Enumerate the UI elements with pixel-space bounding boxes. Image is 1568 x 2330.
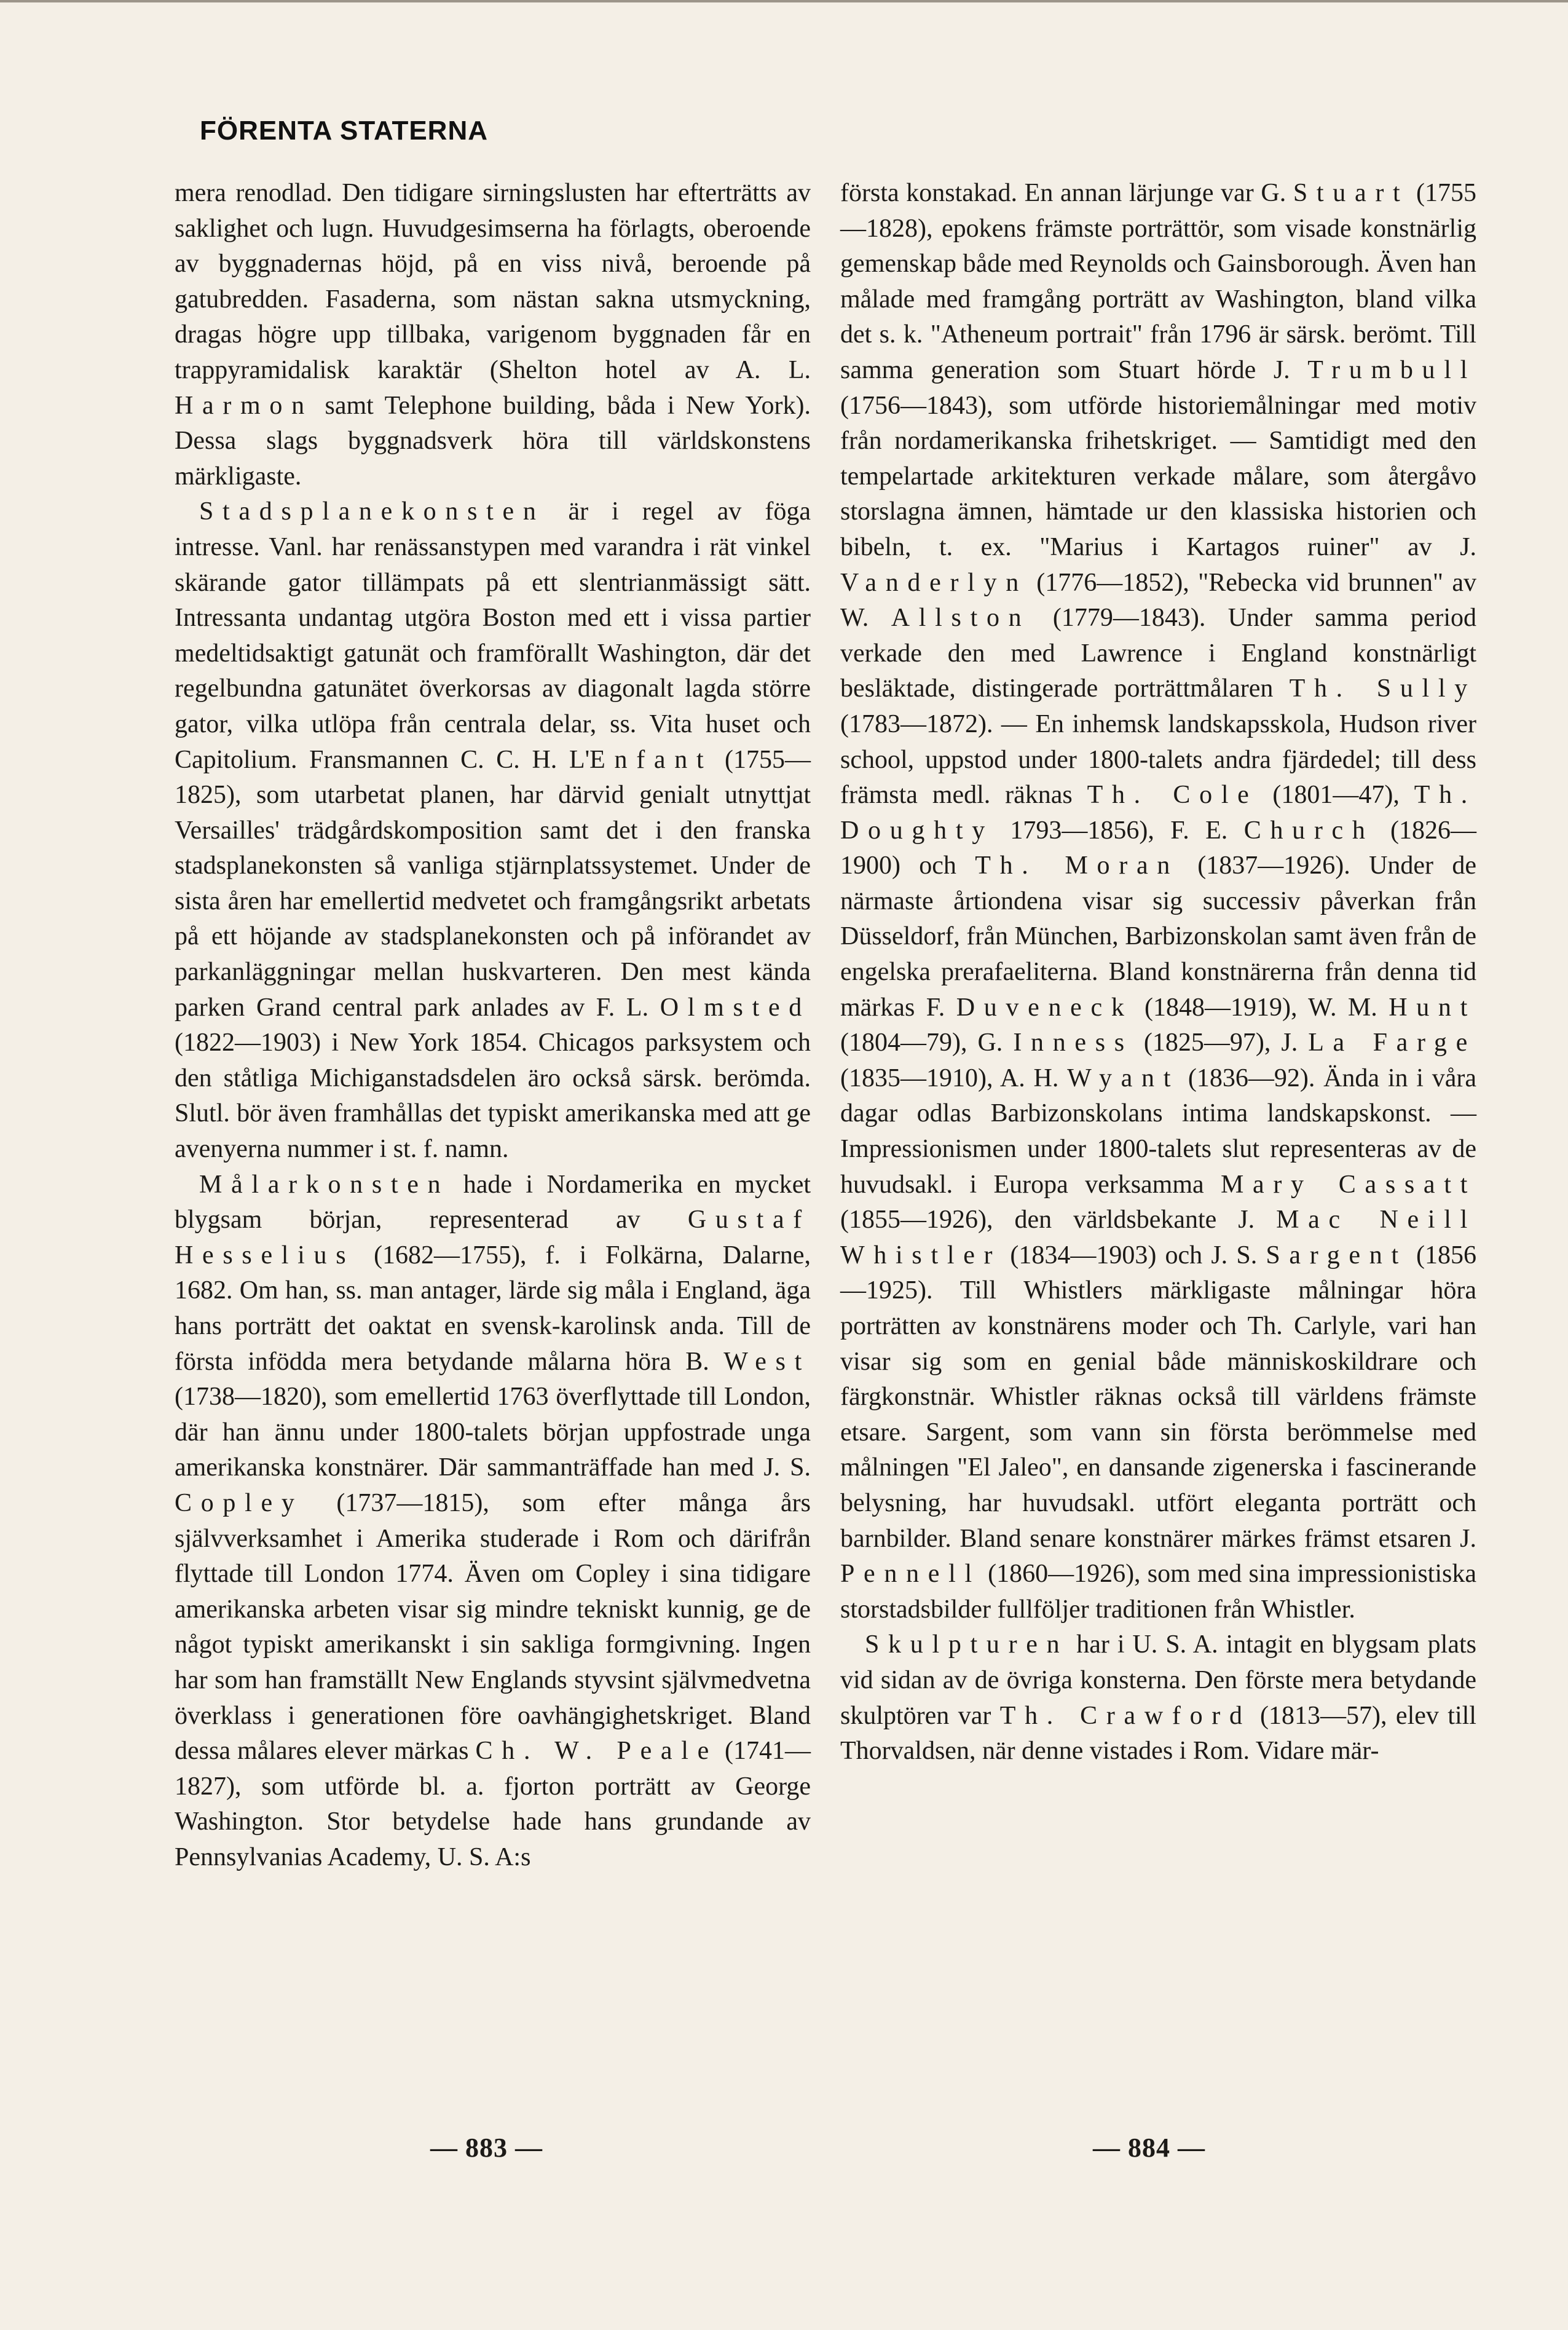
spaced-name: Målarkonsten bbox=[199, 1170, 450, 1199]
text-run: (1813—57), elev till Thorvaldsen, när denne vistades i Rom. Vidare mär- bbox=[840, 1701, 1476, 1766]
spaced-name: Harmon bbox=[175, 391, 313, 420]
text-run: (1738—1820), som emellertid 1763 överflyttade till London, där han ännu under 1800-talets början uppfostrade unga amerikanska konstnärer. Där sammanträffade han med J. S. bbox=[175, 1383, 811, 1482]
spaced-name: West bbox=[723, 1347, 811, 1376]
text-run: (1836—92). Ända in i våra dagar odlas Barbizonskolans intima landskapskonst. — Impressionismen under 1800-talets slut representeras av de huvudsakl. i Europa verksamma bbox=[840, 1064, 1476, 1199]
text-run: (1848—1919), W. M. bbox=[1133, 993, 1389, 1022]
spaced-name: Olmsted bbox=[660, 993, 811, 1022]
text-run: (1822—1903) i New York 1854. Chicagos parksystem och den ståtliga Michiganstadsdelen äro också särsk. berömda. Slutl. bör även framhållas det typiskt amerikanska med att ge avenyerna nummer i st. f. namn. bbox=[175, 1029, 811, 1164]
spaced-name: Enfant bbox=[589, 745, 713, 774]
spaced-name: Stuart bbox=[1293, 179, 1409, 207]
paragraph bbox=[175, 176, 811, 494]
spaced-name: Th. Moran bbox=[975, 851, 1179, 880]
text-run: har i U. S. A. intagit en blygsam plats vid sidan av de övriga konsterna. Den förste mera betydande skulptören var bbox=[840, 1630, 1476, 1730]
spaced-name: Allston bbox=[891, 604, 1031, 633]
text-run: (1756—1843), som utförde historiemålningar med motiv från nordamerikanska frihetskriget. — Samtidigt med den tempelartade arkitekturen verkade målare, som återgåvo storslagna ämnen, hämtade ur den klassiska historien och bibeln, t. ex. "Marius i Kartagos ruiner" av J. bbox=[840, 391, 1476, 561]
text-run: (1755—1828), epokens främste porträttör, som visade konstnärlig gemenskap både med Reynolds och Gainsborough. Även han målade med framgång porträtt av Washington, bland vilka det s. k. "Atheneum portrait" från 1796 är särsk. berömt. Till samma generation som Stuart hörde J. bbox=[840, 179, 1476, 384]
paragraph bbox=[175, 494, 811, 1167]
spaced-name: Skulpturen bbox=[865, 1630, 1069, 1659]
spaced-name: Th. Doughty bbox=[840, 781, 1476, 845]
text-run: (1855—1926), den världsbekante J. bbox=[840, 1206, 1277, 1234]
spaced-name: Th. Cole bbox=[1087, 781, 1258, 810]
spaced-name: Stadsplanekonsten bbox=[199, 497, 545, 526]
spaced-name: Inness bbox=[1013, 1029, 1133, 1057]
page-number-right: — 884 — bbox=[1093, 2133, 1205, 2163]
text-run: (1755—1825), som utarbetat planen, har därvid genialt utnyttjat Versailles' trädgårdskomposition samt det i den franska stadsplanekonsten så vanliga stjärnplatssystemet. Under de sista åren har emellertid medvetet och framgångsrikt arbetats på ett höjande av stadsplanekonsten och på införandet av parkanläggningar mellan huskvarteren. Den mest kända parken Grand central park anlades av F. L. bbox=[175, 745, 811, 1022]
paragraph bbox=[840, 1627, 1476, 1769]
text-run: (1856—1925). Till Whistlers märkligaste målningar höra porträtten av konstnärens moder och Th. Carlyle, vari han visar sig som en genial både människoskildrare och färgkonstnär. Whistler räknas också till världens främste etsare. Sargent, som vann sin första berömmelse med målningen "El Jaleo", en dansande zigenerska i fascinerande belysning, har huvudsakl. utfört eleganta porträtt och barnbilder. Bland senare konstnärer märkes främst etsaren J. bbox=[840, 1241, 1476, 1553]
spaced-name: Duveneck bbox=[956, 993, 1133, 1022]
spaced-name: Mary Cassatt bbox=[1220, 1170, 1476, 1199]
text-run: (1779—1843). Under samma period verkade den med Lawrence i England konstnärligt besläktade, distingerade porträttmålaren bbox=[840, 604, 1476, 703]
spaced-name: Church bbox=[1243, 816, 1374, 845]
left-column bbox=[175, 176, 811, 1876]
spaced-name: La Farge bbox=[1308, 1029, 1476, 1057]
spaced-name: Th. Sully bbox=[1289, 674, 1476, 703]
spaced-name: Ch. W. Peale bbox=[475, 1737, 718, 1766]
paragraph bbox=[840, 176, 1476, 1627]
text-run: första konstakad. En annan lärjunge var G. bbox=[840, 179, 1293, 207]
text-run: (1741—1827), som utförde bl. a. fjorton porträtt av George Washington. Stor betydelse hade hans grundande av Pennsylvanias Academy, U. S. A:s bbox=[175, 1737, 811, 1871]
text-run: samt Telephone building, båda i New York). Dessa slags byggnadsverk höra till världskonstens märkligaste. bbox=[175, 391, 811, 491]
text-run: (1804—79), G. bbox=[840, 1029, 1014, 1057]
spaced-name: Wyant bbox=[1067, 1064, 1180, 1092]
text-run: (1776—1852), "Rebecka vid brunnen" av W. bbox=[840, 568, 1476, 633]
spaced-name: Pennell bbox=[840, 1560, 981, 1589]
text-run: (1783—1872). — En inhemsk landskapsskola, Hudson river school, uppstod under 1800-talets andra fjärdedel; till dess främsta medl. räknas bbox=[840, 709, 1476, 810]
spaced-name: Vanderlyn bbox=[840, 568, 1028, 597]
running-head: FÖRENTA STATERNA bbox=[200, 116, 488, 146]
text-run: (1834—1903) och J. S. bbox=[1001, 1241, 1266, 1270]
text-run: (1835—1910), A. H. bbox=[840, 1064, 1068, 1092]
text-run: (1825—97), J. bbox=[1133, 1029, 1309, 1057]
text-run: (1801—47), bbox=[1258, 781, 1414, 810]
text-run: (1737—1815), som efter många års självverksamhet i Amerika studerade i Rom och därifrån flyttade till London 1774. Även om Copley i sina tidigare amerikanska arbeten visar sig mindre tekniskt kunnig, ge de något typiskt amerikanskt i sin sakliga formgivning. Ingen har som han framställt New Englands styvsint självmedvetna överklass i generationen före oavhängighetskriget. Bland dessa målares elever märkas bbox=[175, 1488, 811, 1766]
spaced-name: Copley bbox=[175, 1488, 304, 1517]
text-run: (1837—1926). Under de närmaste årtiondena visar sig successiv påverkan från Düsseldorf, från München, Barbizonskolan samt även från de engelska prerafaeliterna. Bland konstnärerna från denna tid märkas F. bbox=[840, 851, 1476, 1022]
text-run: 1793—1856), F. E. bbox=[993, 816, 1244, 845]
text-run: mera renodlad. Den tidigare sirningslusten har efterträtts av saklighet och lugn. Huvudgesimserna ha förlagts, oberoende av byggnadernas höjd, på en viss nivå, beroende på gatubredden. Fasaderna, som nästan sakna utsmyckning, dragas högre upp tillbaka, varigenom byggnaden får en trappyramidalisk karaktär (Shelton hotel av A. L. bbox=[175, 179, 811, 384]
text-run: hade i Nordamerika en mycket blygsam början, representerad av bbox=[175, 1170, 811, 1234]
text-run: är i regel av föga intresse. Vanl. har renässanstypen med varandra i rät vinkel skärande gator tillämpats på ett slentrianmässigt sätt. Intressanta undantag utgöra Boston med ett i vissa partier medeltidsaktigt gatunät och framförallt Washington, där det regelbundna gatunätet överkorsas av diagonalt lagda större gator, vilka utlöpa från centrala delar, ss. Vita huset och Capitolium. Fransmannen C. C. H. L' bbox=[175, 497, 811, 774]
text-run: (1860—1926), som med sina impressionistiska storstadsbilder fullföljer traditionen från Whistler. bbox=[840, 1560, 1476, 1624]
spaced-name: Gustaf Hesselius bbox=[175, 1206, 811, 1270]
spaced-name: Mac Neill Whistler bbox=[840, 1206, 1476, 1270]
spaced-name: Trumbull bbox=[1307, 355, 1476, 384]
paragraph bbox=[175, 1167, 811, 1876]
spaced-name: Th. Crawford bbox=[999, 1701, 1251, 1730]
text-run: (1682—1755), f. i Folkärna, Dalarne, 1682. Om han, ss. man antager, lärde sig måla i England, äga hans porträtt det oaktat en svensk-karolinsk anda. Till de första infödda mera betydande målarna höra B. bbox=[175, 1241, 811, 1376]
spaced-name: Sargent bbox=[1266, 1241, 1408, 1270]
spaced-name: Hunt bbox=[1389, 993, 1476, 1022]
text-run: (1826—1900) och bbox=[840, 816, 1476, 880]
right-column bbox=[840, 176, 1476, 1769]
page-number-left: — 883 — bbox=[430, 2133, 543, 2163]
page-top-rule bbox=[0, 0, 1568, 2]
